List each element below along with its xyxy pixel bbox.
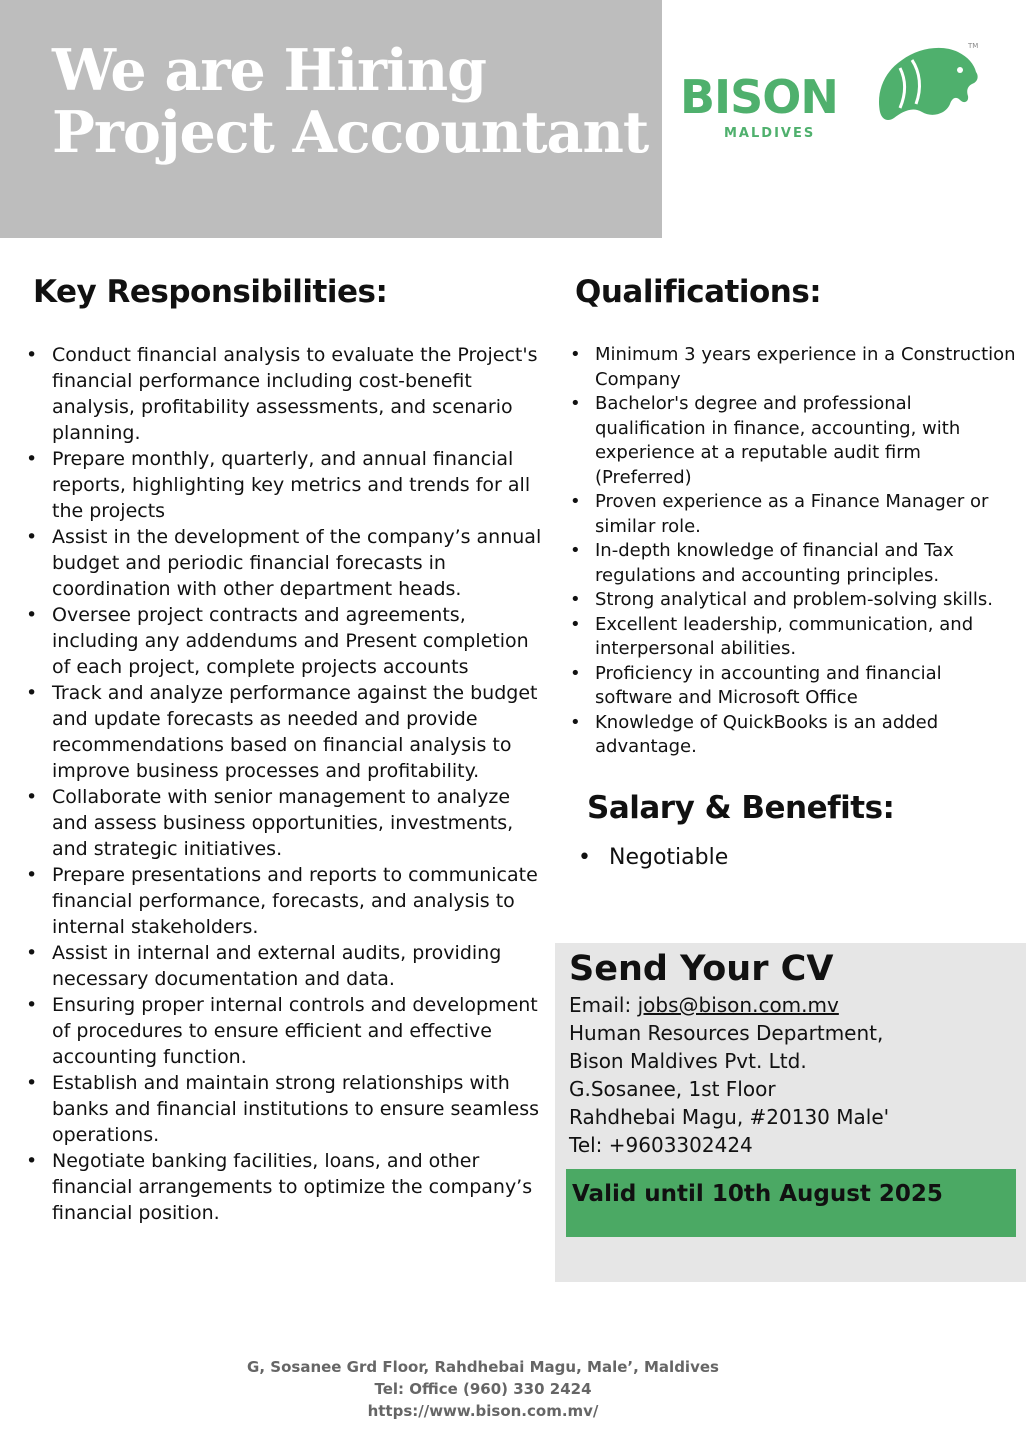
department-line: Human Resources Department, — [569, 1021, 884, 1045]
email-link[interactable]: jobs@bison.com.mv — [637, 993, 839, 1017]
title-line-1: We are Hiring — [52, 37, 487, 104]
list-item: • Excellent leadership, communication, and interpersonal abilities. — [570, 613, 1020, 662]
list-item: • Strong analytical and problem-solving skills. — [570, 588, 1020, 613]
trademark-mark: TM — [968, 42, 979, 50]
list-item: • Proficiency in accounting and financial software and Microsoft Office — [570, 662, 1020, 711]
footer-address: G, Sosanee Grd Floor, Rahdhebai Magu, Male’, Maldives — [247, 1358, 719, 1376]
email-label: Email: — [569, 993, 638, 1017]
list-item: • Bachelor's degree and professional qualification in finance, accounting, with experience at a reputable audit firm (Preferred) — [570, 392, 1020, 490]
company-line: Bison Maldives Pvt. Ltd. — [569, 1049, 807, 1073]
logo-wordmark: BISON — [680, 70, 838, 124]
page-title — [52, 37, 652, 166]
list-item: • Oversee project contracts and agreements, including any addendums and Present completion of each project, complete projects accounts — [26, 602, 551, 680]
footer-telephone: Tel: Office (960) 330 2424 — [374, 1380, 592, 1398]
address-line-2: Rahdhebai Magu, #20130 Male' — [569, 1105, 890, 1129]
list-item: • Negotiable — [578, 843, 978, 873]
list-item: • Collaborate with senior management to analyze and assess business opportunities, investments, and strategic initiatives. — [26, 784, 551, 862]
email-line — [569, 991, 1019, 1019]
list-item: • Knowledge of QuickBooks is an added advantage. — [570, 711, 1020, 760]
list-item: • In-depth knowledge of financial and Tax regulations and accounting principles. — [570, 539, 1020, 588]
footer-website-link[interactable]: https://www.bison.com.mv/ — [367, 1402, 599, 1420]
list-item: • Assist in internal and external audits, providing necessary documentation and data. — [26, 940, 551, 992]
valid-until-banner — [566, 1169, 1016, 1237]
list-item: • Assist in the development of the company’s annual budget and periodic financial forecasts in coordination with other department heads. — [26, 524, 551, 602]
list-item: • Minimum 3 years experience in a Construction Company — [570, 343, 1020, 392]
list-item: • Prepare monthly, quarterly, and annual financial reports, highlighting key metrics and trends for all the projects — [26, 446, 551, 524]
logo-subtitle: MALDIVES — [724, 126, 816, 141]
contact-details — [569, 991, 1019, 1159]
list-item: • Track and analyze performance against the budget and update forecasts as needed and provide recommendations based on financial analysis to improve business processes and profitability. — [26, 680, 551, 784]
bison-head-icon — [872, 42, 982, 124]
qualifications-heading: Qualifications: — [575, 274, 822, 310]
telephone-line: Tel: +9603302424 — [569, 1133, 753, 1157]
footer — [0, 1356, 966, 1422]
key-responsibilities-heading: Key Responsibilities: — [33, 274, 388, 310]
list-item: • Prepare presentations and reports to communicate financial performance, forecasts, and analysis to internal stakeholders. — [26, 862, 551, 940]
list-item: • Proven experience as a Finance Manager or similar role. — [570, 490, 1020, 539]
list-item: • Conduct financial analysis to evaluate the Project's financial performance including cost-benefit analysis, profitability assessments, and scenario planning. — [26, 342, 551, 446]
list-item: • Negotiate banking facilities, loans, and other financial arrangements to optimize the company’s financial position. — [26, 1148, 551, 1226]
list-item: • Establish and maintain strong relationships with banks and financial institutions to ensure seamless operations. — [26, 1070, 551, 1148]
send-cv-heading: Send Your CV — [569, 949, 834, 989]
address-line-1: G.Sosanee, 1st Floor — [569, 1077, 776, 1101]
valid-until-text: Valid until 10th August 2025 — [572, 1181, 943, 1207]
qualifications-list — [570, 343, 1020, 760]
bison-logo — [678, 40, 988, 150]
key-responsibilities-list — [26, 342, 551, 1226]
list-item: • Ensuring proper internal controls and development of procedures to ensure efficient and effective accounting function. — [26, 992, 551, 1070]
salary-benefits-heading: Salary & Benefits: — [587, 790, 895, 826]
title-line-2: Project Accountant — [52, 99, 649, 166]
header-band — [0, 0, 662, 238]
salary-benefits-list — [578, 843, 978, 873]
send-cv-box — [555, 943, 1026, 1282]
